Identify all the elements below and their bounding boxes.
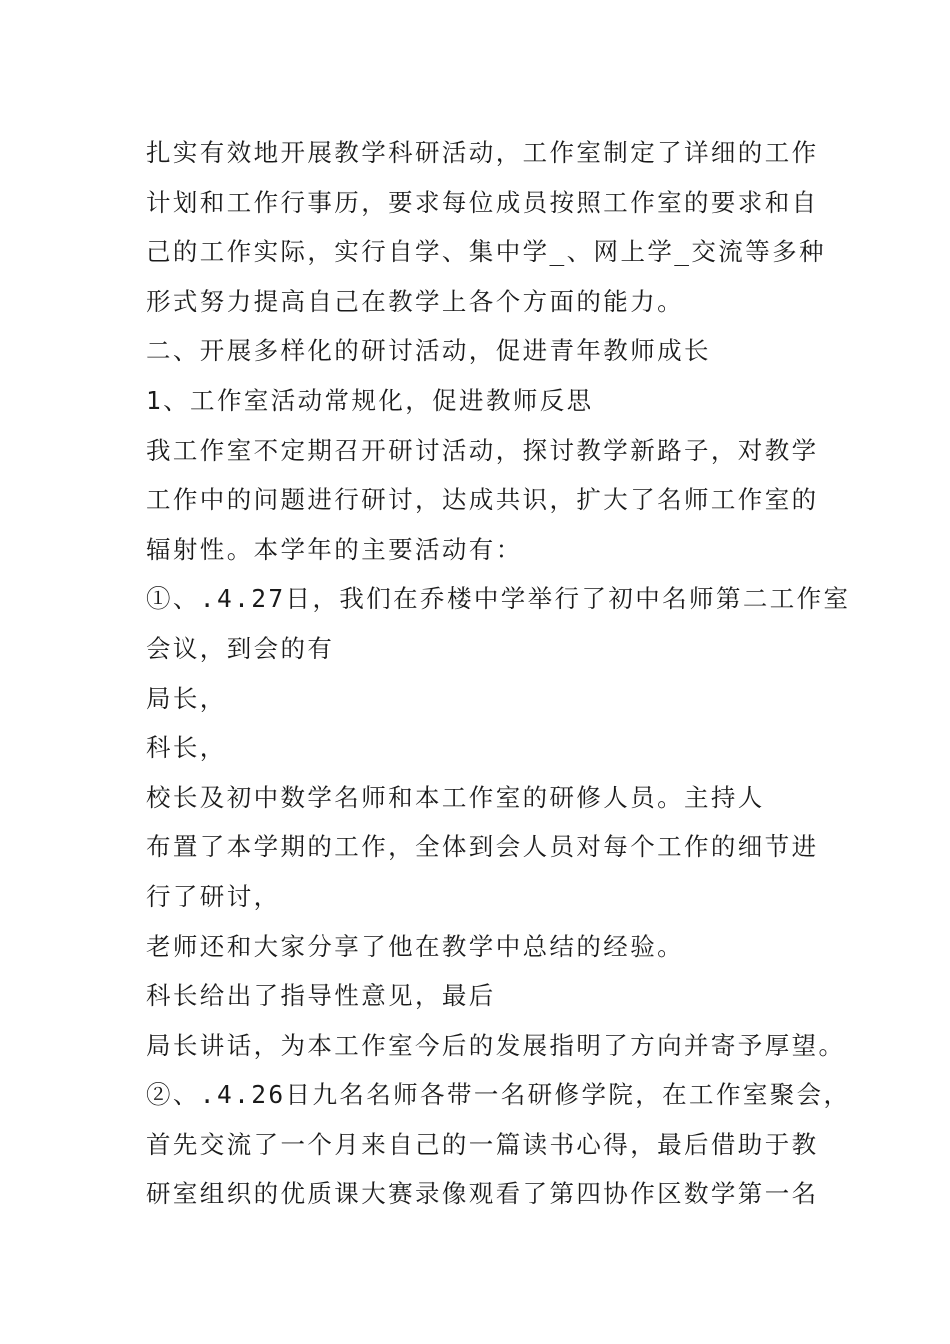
paragraph-line: 校长及初中数学名师和本工作室的研修人员。主持人 (146, 782, 765, 812)
paragraph-line: 布置了本学期的工作，全体到会人员对每个工作的细节进 (146, 832, 819, 862)
paragraph-line: 老师还和大家分享了他在教学中总结的经验。 (146, 931, 684, 961)
paragraph-line: 研室组织的优质课大赛录像观看了第四协作区数学第一名 (146, 1179, 819, 1209)
list-item-line: ②、.4.26日九名名师各带一名研修学院，在工作室聚会， (146, 1080, 851, 1110)
document-body (146, 128, 851, 1219)
paragraph-line: 局长讲话，为本工作室今后的发展指明了方向并寄予厚望。 (146, 1030, 846, 1060)
section-heading: 二、开展多样化的研讨活动，促进青年教师成长 (146, 336, 711, 366)
paragraph-line: 扎实有效地开展教学科研活动，工作室制定了详细的工作 (146, 138, 819, 167)
paragraph-line: 科长， (146, 733, 227, 763)
subsection-heading: 1、工作室活动常规化，促进教师反思 (146, 385, 594, 415)
paragraph-line: 科长给出了指导性意见，最后 (146, 981, 496, 1011)
paragraph-line: 我工作室不定期召开研讨活动，探讨教学新路子，对教学 (146, 435, 819, 465)
paragraph-line: 首先交流了一个月来自己的一篇读书心得，最后借助于教 (146, 1129, 819, 1159)
paragraph-line: 行了研讨， (146, 881, 281, 911)
paragraph-line: 局长， (146, 683, 227, 713)
paragraph-line: 己的工作实际，实行自学、集中学_、网上学_交流等多种 (146, 237, 826, 267)
paragraph-line: 会议，到会的有 (146, 633, 335, 663)
paragraph-line: 形式努力提高自己在教学上各个方面的能力。 (146, 286, 684, 316)
paragraph-line: 工作中的问题进行研讨，达成共识，扩大了名师工作室的 (146, 485, 819, 515)
paragraph-line: 辐射性。本学年的主要活动有： (146, 534, 523, 564)
paragraph-line: 计划和工作行事历，要求每位成员按照工作室的要求和自 (146, 187, 819, 217)
list-item-line: ①、.4.27日，我们在乔楼中学举行了初中名师第二工作室 (146, 584, 851, 614)
